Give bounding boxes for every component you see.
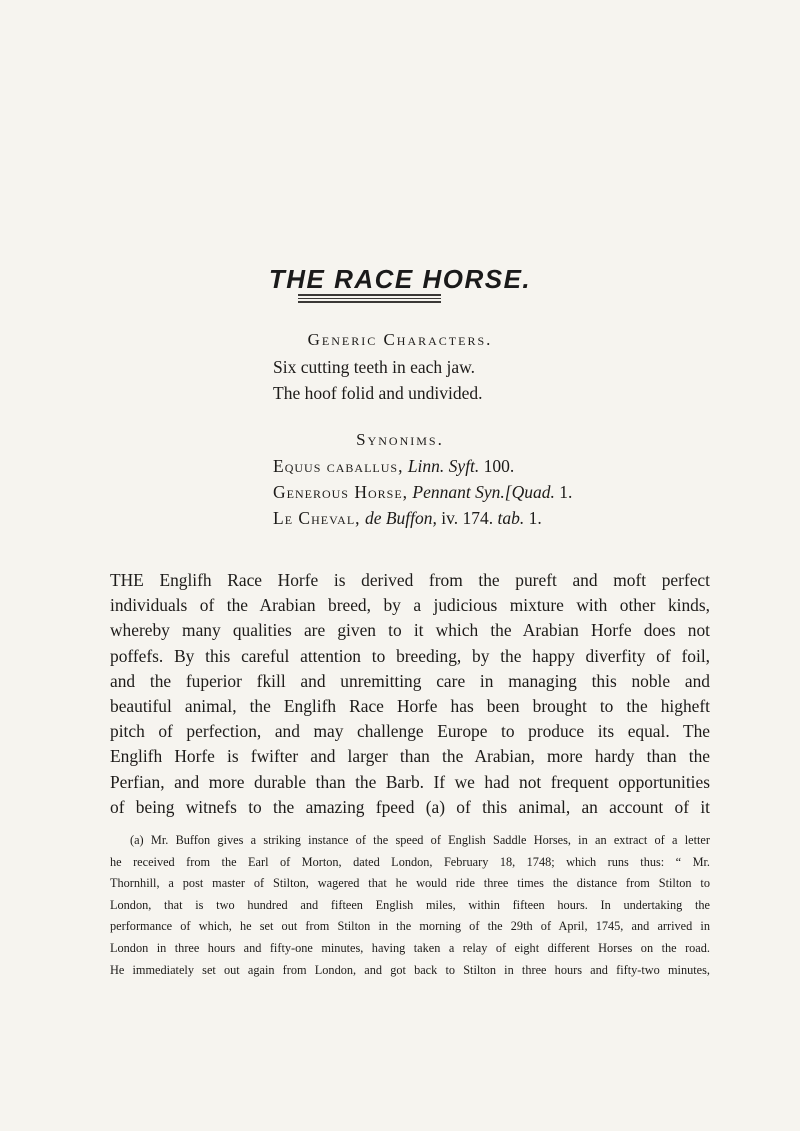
synonim-name: Equus caballus, — [273, 456, 404, 476]
paragraph-line: Perfian, and more durable than the Barb. If we had not frequent opportunities — [110, 771, 710, 792]
footnote — [110, 830, 710, 981]
generic-characters-heading: Generic Characters. — [307, 330, 493, 349]
synonim-page: 100. — [483, 456, 515, 476]
synonim-reference: Pennant Syn.[Quad. — [412, 482, 555, 502]
synonim-entry — [273, 482, 572, 503]
title-rule-top — [298, 294, 441, 296]
footnote-line: he received from the Earl of Morton, dated London, February 18, 1748; which runs thus: “ Mr. — [110, 854, 710, 869]
synonim-name: Le Cheval, — [273, 508, 361, 528]
synonim-reference: Linn. Syft. — [407, 456, 480, 476]
synonims-heading: Synonims. — [356, 430, 444, 449]
page-title: THE RACE HORSE. — [268, 264, 532, 294]
paragraph-line: THE Englifh Race Horfe is derived from the pureft and moft perfect — [110, 570, 710, 590]
synonim-entry — [273, 508, 542, 529]
generic-character-line: Six cutting teeth in each jaw. — [273, 357, 476, 377]
synonim-page: iv. 174. — [441, 508, 494, 528]
footnote-line: performance of which, he set out from Stilton in the morning of the 29th of April, 1745, and arrived in — [110, 919, 710, 934]
synonim-name: Generous Horse, — [273, 482, 409, 502]
synonim-plate: tab. — [497, 508, 525, 528]
footnote-line: London, that is two hundred and fifteen English miles, within fifteen hours. In undertaking the — [110, 897, 710, 912]
synonim-plate-number: 1. — [528, 508, 542, 528]
paragraph-line: whereby many qualities are given to it which the Arabian Horfe does not — [110, 620, 710, 641]
footnote-line: (a) Mr. Buffon gives a striking instance of the speed of English Saddle Horses, in an extract of a letter — [130, 833, 710, 847]
synonim-page: 1. — [559, 482, 573, 502]
footnote-line: He immediately set out again from London, and got back to Stilton in three hours and fifty-two minutes, — [110, 962, 710, 977]
paragraph-line: pitch of perfection, and may challenge Europe to produce its equal. The — [110, 721, 710, 742]
paragraph-line: poffefs. By this careful attention to breeding, by the happy diverfity of foil, — [110, 645, 710, 666]
paragraph-line: beautiful animal, the Englifh Race Horfe has been brought to the higheft — [110, 695, 710, 716]
synonim-reference: de Buffon, — [364, 508, 437, 528]
title-rule-middle — [298, 298, 441, 299]
synonim-entry — [273, 456, 514, 477]
body-paragraph — [110, 568, 710, 820]
paragraph-line: Englifh Horfe is fwifter and larger than the Arabian, more hardy than the — [110, 746, 710, 767]
paragraph-line: individuals of the Arabian breed, by a judicious mixture with other kinds, — [110, 595, 710, 616]
footnote-line: Thornhill, a post master of Stilton, wagered that he would ride three times the distance from Stilton to — [110, 876, 710, 891]
paragraph-line: and the fuperior fkill and unremitting care in managing this noble and — [110, 670, 710, 691]
footnote-line: London in three hours and fifty-one minutes, having taken a relay of eight different Horses on the road. — [110, 940, 710, 955]
generic-character-line: The hoof folid and undivided. — [273, 383, 483, 403]
paragraph-line: of being witnefs to the amazing fpeed (a) of this animal, an account of it — [110, 796, 710, 817]
title-rule-bottom — [298, 301, 441, 303]
